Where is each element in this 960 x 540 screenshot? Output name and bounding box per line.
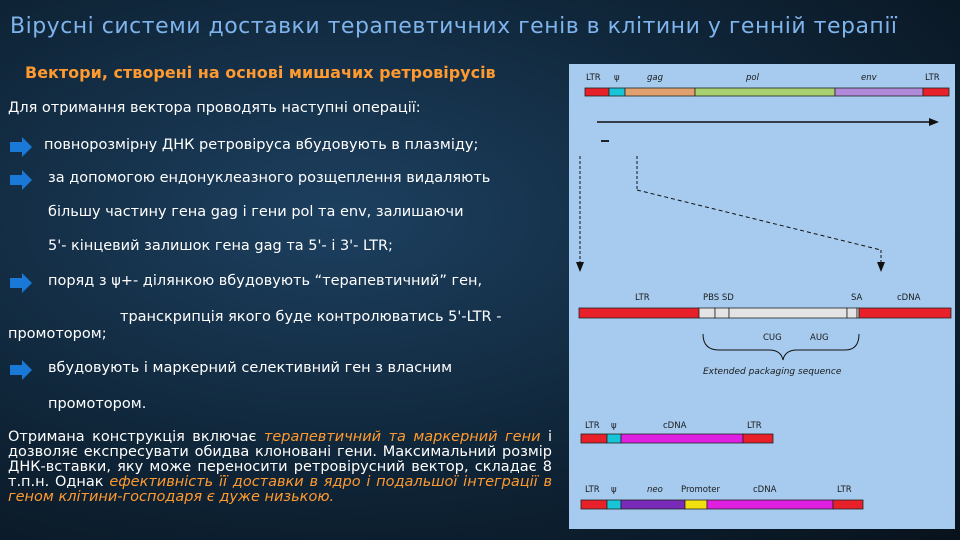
label-cug: CUG: [763, 333, 782, 343]
segment-ltr: [579, 308, 699, 318]
label-psi: ψ: [611, 485, 617, 495]
summary-highlight: ефективність її доставки в ядро і подальшої інтеграції в геном клітини-господаря є дуже низькою.: [8, 474, 552, 505]
slide-subtitle: Вектори, створені на основі мишачих ретровірусів: [25, 63, 496, 82]
label-ltr: LTR: [837, 485, 852, 495]
segment-sd: [715, 308, 729, 318]
deletion-slope: [637, 190, 881, 250]
segment-ltr: [581, 434, 607, 443]
slide-title: Вірусні системи доставки терапевтичних генів в клітини у генній терапії: [10, 14, 898, 39]
segment-psi: [607, 500, 621, 509]
label-psi: ψ: [611, 421, 617, 431]
label-ltr: LTR: [585, 485, 600, 495]
arrowhead-icon: [877, 262, 885, 272]
label-cdna: cDNA: [753, 485, 777, 495]
bullet-text: 5'- кінцевий залишок гена gag та 5'- і 3'- LTR;: [48, 238, 393, 254]
segment-cdna: [707, 500, 833, 509]
label-gag: gag: [647, 73, 663, 83]
label-neo: neo: [647, 485, 663, 495]
segment-env: [835, 88, 923, 96]
summary-text: Отримана конструкція включає: [8, 429, 264, 445]
segment-psi: [609, 88, 625, 96]
bullet-arrow-icon: [10, 170, 32, 190]
segment-packaging: [729, 308, 847, 318]
label-ltr: LTR: [586, 73, 601, 83]
summary-text: і дозволяє експресувати обидва клоновані гени. Максимальний розмір ДНК-вставки, яку може переносити ретровірусний вектор, складає 8 т.п.н. Однак: [8, 429, 552, 490]
segment-ltr: [923, 88, 949, 96]
bullet-text: більшу частину гена gag і гени pol та env, залишаючи: [48, 204, 464, 220]
label-packaging: Extended packaging sequence: [703, 367, 842, 377]
segment-psi: [607, 434, 621, 443]
label-aug: AUG: [810, 333, 829, 343]
label-cdna: cDNA: [897, 293, 921, 303]
label-pol: pol: [746, 73, 759, 83]
bullet-arrow-icon: [10, 137, 32, 157]
label-sa: SA: [851, 293, 863, 303]
bullet-text: транскрипція якого буде контролюватись 5'-LTR -: [120, 309, 502, 325]
bullet-text: поряд з ψ+- ділянкою вбудовують “терапевтичний” ген,: [48, 273, 483, 289]
segment-cdna: [621, 434, 743, 443]
bullet-text: вбудовують і маркерний селективний ген з власним: [48, 360, 453, 376]
summary-paragraph: [8, 430, 552, 505]
intro-text: Для отримання вектора проводять наступні операції:: [8, 100, 421, 116]
segment-pol: [695, 88, 835, 96]
label-ltr: LTR: [747, 421, 762, 431]
label-promoter: Promoter: [681, 485, 721, 495]
bullet-text: за допомогою ендонуклеазного розщеплення видаляють: [48, 170, 491, 186]
segment-promoter: [685, 500, 707, 509]
bullet-text: промотором.: [48, 396, 147, 412]
segment-ltr: [743, 434, 773, 443]
label-env: env: [861, 73, 877, 83]
arrowhead-icon: [576, 262, 584, 272]
segment-pbs: [699, 308, 715, 318]
label-psi: ψ: [614, 73, 620, 83]
retrovirus-vector-diagram: [569, 64, 955, 529]
label-cdna: cDNA: [663, 421, 687, 431]
bullet-text: промотором;: [8, 326, 107, 342]
label-ltr: LTR: [925, 73, 940, 83]
summary-highlight: терапевтичний та маркерний гени: [263, 429, 541, 445]
segment-ltr: [581, 500, 607, 509]
label-ltr: LTR: [635, 293, 650, 303]
bullet-arrow-icon: [10, 273, 32, 293]
segment-gag: [625, 88, 695, 96]
label-pbs-sd: PBS SD: [703, 293, 734, 303]
segment-ltr: [585, 88, 609, 96]
segment-neo: [621, 500, 685, 509]
segment-sa: [847, 308, 857, 318]
segment-ltr: [833, 500, 863, 509]
label-ltr: LTR: [585, 421, 600, 431]
segment-cdna: [859, 308, 951, 318]
arrowhead-icon: [929, 118, 939, 126]
bullet-arrow-icon: [10, 360, 32, 380]
bullet-text: повнорозмірну ДНК ретровіруса вбудовують в плазміду;: [44, 137, 479, 153]
